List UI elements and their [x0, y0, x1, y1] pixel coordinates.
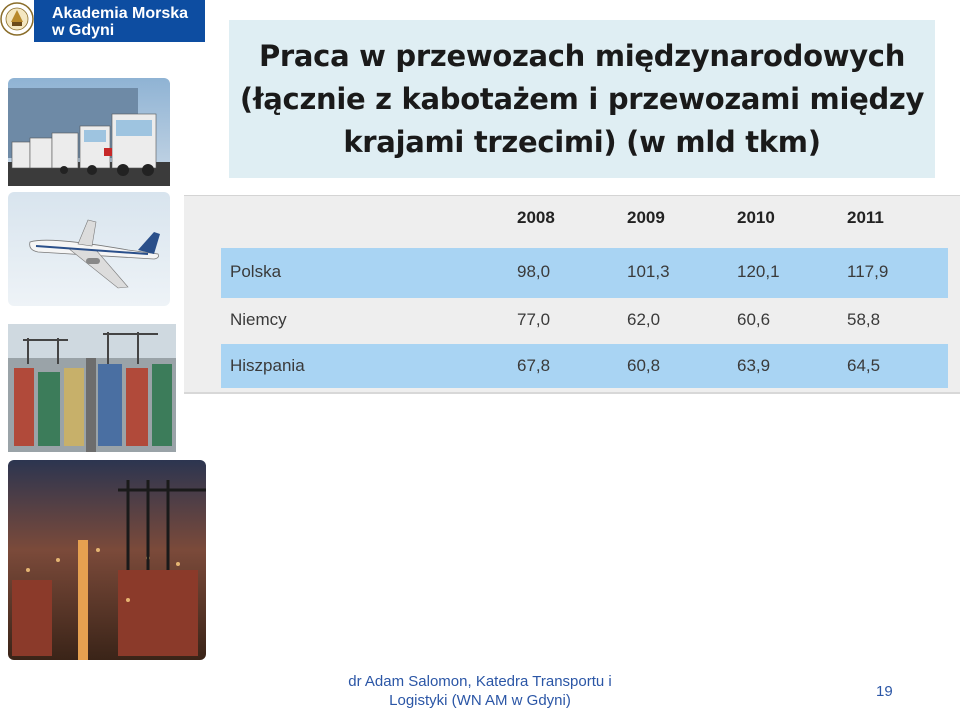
slide-title-box	[229, 20, 935, 178]
header-2010: 2010	[737, 208, 775, 227]
title-line-1: Praca w przewozach międzynarodowych	[258, 38, 906, 73]
title-line-3: krajami trzecimi) (w mld tkm)	[343, 124, 821, 159]
logo-line-1: Akademia Morska	[52, 5, 189, 22]
footer-line-1: dr Adam Salomon, Katedra Transportu i	[348, 673, 612, 690]
airplane-photo	[8, 192, 170, 306]
footer-line-2: Logistyki (WN AM w Gdyni)	[389, 692, 571, 709]
title-line-2: (łącznie z kabotażem i przewozami między	[239, 81, 925, 116]
slide-title	[240, 35, 924, 164]
table-cell: 117,9	[847, 262, 889, 281]
table-row-niemcy	[221, 296, 948, 346]
container-port-photo	[8, 324, 176, 452]
row-label: Niemcy	[230, 310, 287, 329]
table-row-hiszpania	[221, 344, 948, 388]
row-label: Polska	[230, 262, 282, 281]
table-cell: 77,0	[517, 310, 551, 329]
table-cell: 120,1	[737, 262, 780, 281]
table-cell: 64,5	[847, 356, 881, 375]
university-logo[interactable]	[34, 0, 205, 42]
transport-table	[184, 195, 960, 394]
page-number: 19	[876, 683, 893, 700]
trucks-photo	[8, 78, 170, 186]
night-port-photo	[8, 460, 206, 660]
table-cell: 63,9	[737, 356, 771, 375]
table-cell: 67,8	[517, 356, 551, 375]
header-2009: 2009	[627, 208, 665, 227]
row-label: Hiszpania	[230, 356, 305, 375]
university-seal-icon	[0, 0, 34, 40]
table-cell: 62,0	[627, 310, 661, 329]
table-row-polska	[221, 248, 948, 298]
header-2008: 2008	[517, 208, 555, 227]
photo-strip	[8, 78, 208, 723]
table-cell: 98,0	[517, 262, 551, 281]
logo-line-2: w Gdyni	[52, 22, 115, 39]
table-cell: 101,3	[627, 262, 670, 281]
footer-author	[300, 672, 660, 710]
table-cell: 60,6	[737, 310, 771, 329]
header-2011: 2011	[847, 208, 884, 227]
table-cell: 60,8	[627, 356, 661, 375]
table-cell: 58,8	[847, 310, 881, 329]
